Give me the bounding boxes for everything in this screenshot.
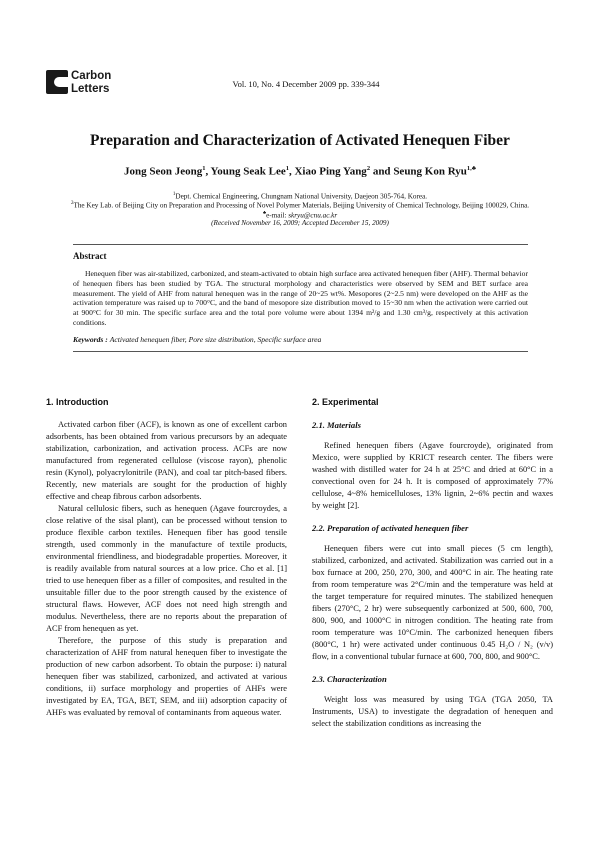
author-separator: and	[370, 165, 394, 178]
author-affil-mark: 1	[285, 165, 289, 172]
email-address[interactable]: skryu@cnu.ac.kr	[288, 211, 338, 220]
body-paragraph: Natural cellulosic fibers, such as henequen (Agave fourcroydes, a close relative of the sisal plant), can be processed without tension to produce flexible carbon textiles. Henequen fiber has good tensile strength, used commonly in the manufacture of textile products, environmental friendliness, and biodegradable properties. Moreover, it is readily available from natural sources at a low price. Cho et al. [1] tried to use henequen fiber as a filler of composites, and resulted in the unsuitable filler due to the poor strength caused by the existence of structural flaws. However, ACF does not need high strength and modulus. Nevertheless, there are no reports about the preparation of ACF from henequen as yet.	[46, 504, 287, 633]
author-affil-mark: 1	[202, 165, 206, 172]
keywords-label: Keywords :	[73, 334, 108, 344]
author-list	[0, 165, 600, 178]
author-separator: ,	[288, 165, 295, 178]
left-column	[46, 396, 287, 719]
affil-mark: 1	[172, 192, 176, 197]
subsection-title-materials: 2.1. Materials	[312, 420, 361, 430]
section-title-experimental: 2. Experimental	[312, 397, 379, 407]
author-affil-mark: 2	[366, 165, 371, 172]
affil-text: Dept. Chemical Engineering, Chungnam National University, Daejeon 305-764, Korea.	[175, 192, 428, 201]
body-paragraph: Refined henequen fibers (Agave fourcroyde), originated from Mexico, were supplied by KRICT research center. The fibers were washed with distilled water for 24 h at 25°C and dried at 60°C in a convectional oven for 24 h. It is composed of approximately 77% cellulose, 4~8% hemicelluloses, 13% lignin, 2~6% pectin and waxes by weight [2].	[312, 441, 553, 510]
section-title-introduction: 1. Introduction	[46, 397, 109, 407]
author-name: Seung Kon Ryu	[393, 165, 467, 178]
body-paragraph: Weight loss was measured by using TGA (TGA 2050, TA Instruments, USA) to investigate the degradation of henequen and select the stabilization conditions as increasing the	[312, 695, 553, 728]
author-name: Young Seak Lee	[210, 165, 286, 178]
email-label: e-mail:	[266, 211, 289, 220]
abstract-text: Henequen fiber was air-stabilized, carbonized, and steam-activated to obtain high surface area activated henequen fiber (AHF). Thermal behavior of henequen fibers has been studied by TGA. The structural morphology and characteristics were observed by SEM and BET surface area measurement. The yield of AHF from natural henequen was in the range of 20~25 wt%. Mesopores (2~2.5 nm) were developed on the AHF as the activation temperature was raised up to 700°C, and the band of mesopore size distribution moved to 15~30 nm when the activation were carried out at 900°C for 30 min. The specific surface area and the total pore volume were about 1394 m²/g and 1.30 cm³/g, respectively at this activation conditions.	[73, 269, 528, 327]
paper-title: Preparation and Characterization of Activated Henequen Fiber	[90, 132, 510, 149]
received-dates: (Received November 16, 2009; Accepted December 15, 2009)	[211, 219, 389, 227]
right-column	[312, 396, 553, 730]
author-name: Jong Seon Jeong	[123, 165, 203, 178]
body-paragraph: Activated carbon fiber (ACF), is known as one of excellent carbon adsorbents, has been obtained from various precursors by an adequate stabilization, carbonization, and activation process. ACFs are now manufactured from regenerated cellulose (viscose rayon), phenolic resin (Kynol), polyacrylonitrile (PAN), and coal tar pitch-based fibers. Recently, new materials are sought for the production of highly effective and cheap fibrous carbon adsorbents.	[46, 420, 287, 501]
abstract-bottom-rule	[73, 351, 528, 352]
author-separator: ,	[205, 165, 211, 178]
abstract-section	[73, 244, 528, 352]
journal-info: Vol. 10, No. 4 December 2009 pp. 339-344	[232, 79, 380, 89]
body-paragraph: Therefore, the purpose of this study is preparation and characterization of AHF from natural henequen fiber to investigate the production of new carbon adsorbent. To obtain the purpose: i) natural henequen fiber was stabilized, carbonized, and activated at various conditions, ii) surface morphology and properties of AHFs were investigated by EA, TGA, BET, SEM, and iii) adsorption capacity of AHFs was evaluated by removal of contaminants from aqueous water.	[46, 636, 287, 717]
body-paragraph: Henequen fibers were cut into small pieces (5 cm length), stabilized, carbonized, and activated. Stabilization was carried out in a box furnace at 200, 250, 270, 300, and 400°C in air. The heating rate from room temperature was 2°C/min and the temperature was held at the target temperature for required minutes. The stabilized henequen fibers (270°C, 2 hr) were subsequently carbonized at 500, 600, 700, 800, 900, and 1000°C in nitrogen condition. The heating rate from room temperature was 10°C/min. The carbonized henequen fibers (800°C, 1 hr) were activated under continuous 0.45 H₂O / N₂ (v/v) flow, in a conventional tubular furnace at 600, 700, 800, and 900°C.	[312, 544, 553, 661]
abstract-top-rule	[73, 244, 528, 245]
subsection-title-preparation: 2.2. Preparation of activated henequen fiber	[312, 523, 469, 533]
keywords-value: Activated henequen fiber, Pore size distribution, Specific surface area	[109, 334, 322, 344]
abstract-heading: Abstract	[73, 251, 107, 261]
logo-line-2: Letters	[71, 83, 110, 95]
subsection-title-characterization: 2.3. Characterization	[312, 674, 387, 684]
author-name: Xiao Ping Yang	[294, 165, 367, 178]
affil-text: The Key Lab. of Beijing City on Preparation and Processing of Novel Polymer Materials, Beijing University of Chemical Technology, Beijing 100029, China.	[73, 201, 530, 210]
logo-line-1: Carbon	[71, 70, 112, 82]
email-mark: ♣	[262, 211, 267, 216]
author-affil-mark: 1,♣	[466, 165, 477, 172]
keywords	[73, 335, 528, 344]
affil-mark: 2	[70, 201, 74, 206]
